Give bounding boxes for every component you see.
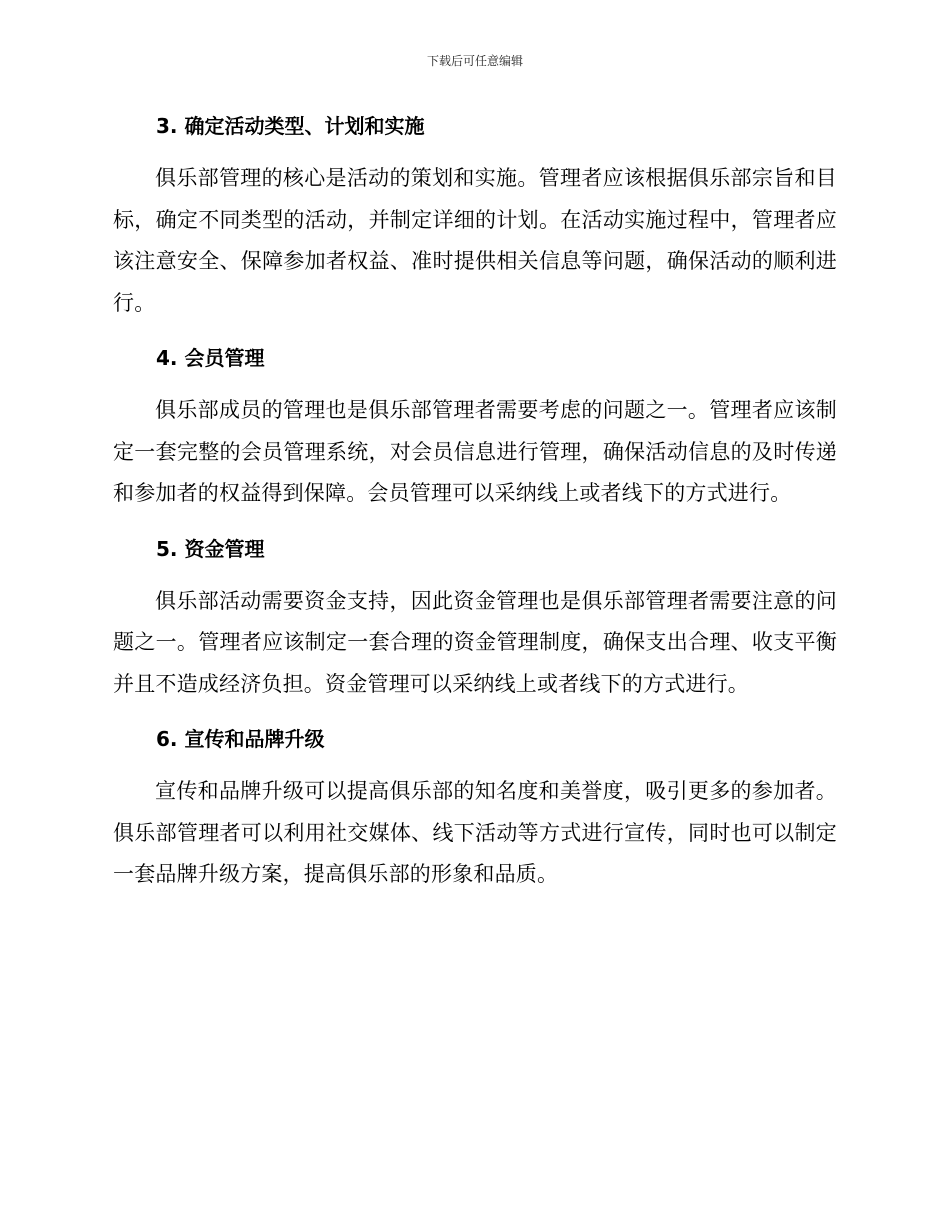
section-branding [113, 719, 837, 896]
section-paragraph: 俱乐部管理的核心是活动的策划和实施。管理者应该根据俱乐部宗旨和目标，确定不同类型的活动，并制定详细的计划。在活动实施过程中，管理者应该注意安全、保障参加者权益、准时提供相关信息等问题，确保活动的顺利进行。 [113, 166, 837, 315]
section-heading: 6. 宣传和品牌升级 [156, 727, 325, 751]
section-heading: 5. 资金管理 [156, 536, 265, 561]
section-heading: 4. 会员管理 [156, 346, 265, 370]
page-header-note: 下载后可任意编辑 [426, 54, 523, 68]
document-body [113, 106, 837, 910]
section-paragraph: 俱乐部活动需要资金支持，因此资金管理也是俱乐部管理者需要注意的问题之一。管理者应该制定一套合理的资金管理制度，确保支出合理、收支平衡并且不造成经济负担。资金管理可以采纳线上或者线下的方式进行。 [113, 588, 837, 696]
section-member-management [113, 338, 837, 515]
section-finance-management [113, 529, 837, 706]
section-heading: 3. 确定活动类型、计划和实施 [156, 114, 425, 138]
section-activities [113, 106, 837, 324]
section-paragraph: 俱乐部成员的管理也是俱乐部管理者需要考虑的问题之一。管理者应该制定一套完整的会员管理系统，对会员信息进行管理，确保活动信息的及时传递和参加者的权益得到保障。会员管理可以采纳线上或者线下的方式进行。 [113, 398, 837, 505]
section-paragraph: 宣传和品牌升级可以提高俱乐部的知名度和美誉度，吸引更多的参加者。俱乐部管理者可以利用社交媒体、线下活动等方式进行宣传，同时也可以制定一套品牌升级方案，提高俱乐部的形象和品质。 [113, 779, 837, 886]
